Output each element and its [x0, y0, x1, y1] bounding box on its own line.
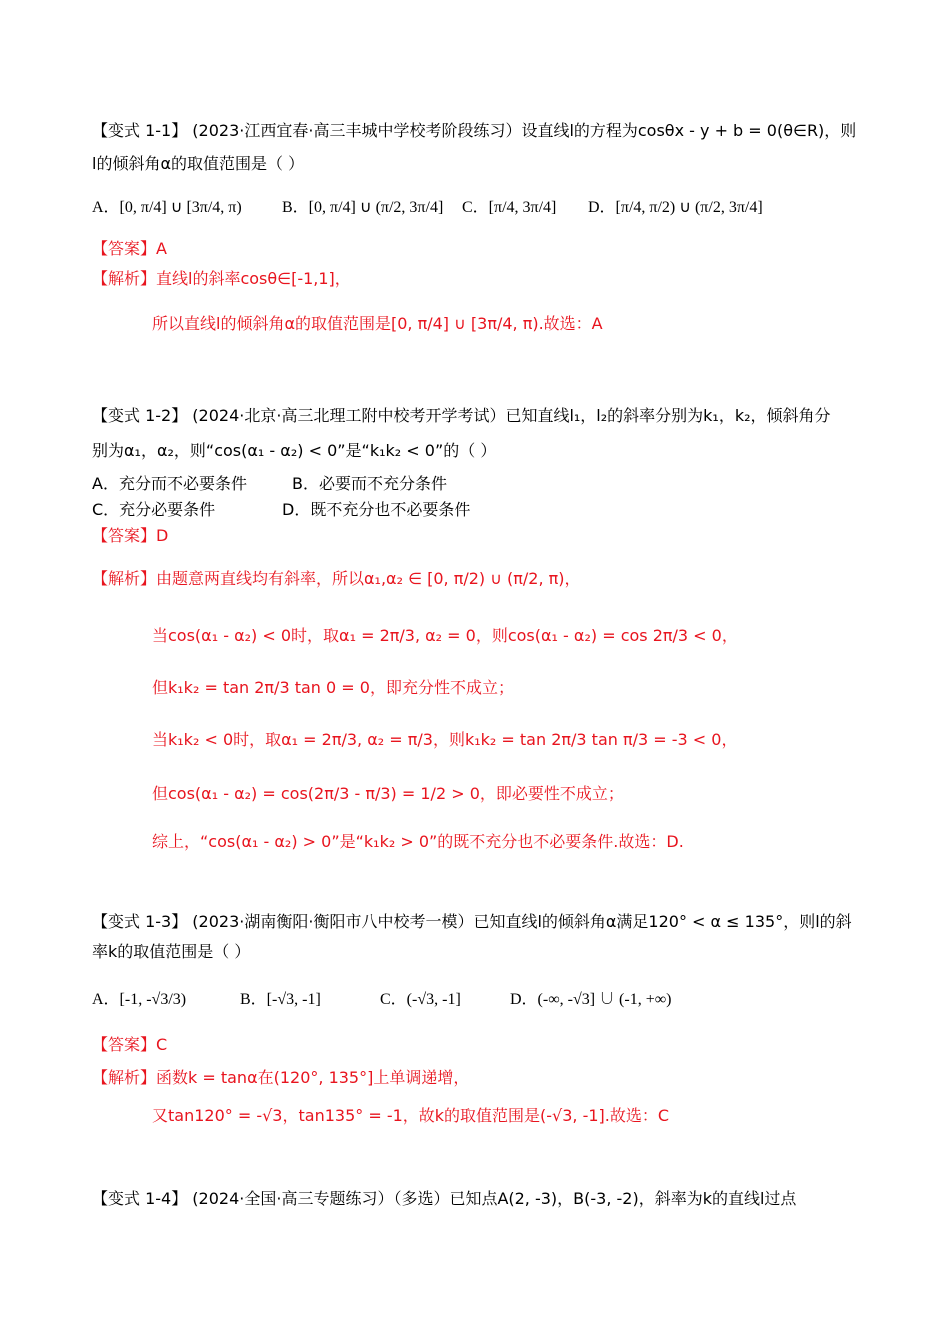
problem-1-3-solution-1: 【解析】函数k = tanα在(120°, 135°]上单调递增， — [92, 1068, 470, 1087]
problem-1-2-answer: 【答案】D — [92, 526, 169, 545]
option-a: A．[0, π/4] ∪ [3π/4, π) — [92, 199, 242, 216]
problem-1-2-solution-3: 但k₁k₂ = tan 2π/3 tan 0 = 0，即充分性不成立； — [152, 678, 514, 697]
option-b: B．[-√3, -1] — [240, 991, 321, 1008]
problem-1-4-line-1: 【变式 1-4】 (2024·全国·高三专题练习）（多选）已知点A(2, -3)，B(-3, -2)，斜率为k的直线l过点 — [92, 1189, 797, 1208]
problem-1-2-solution-5: 但cos(α₁ - α₂) = cos(2π/3 - π/3) = 1/2 > 0，即必要性不成立； — [152, 784, 624, 803]
problem-1-1-solution-2: 所以直线l的倾斜角α的取值范围是[0, π/4] ∪ [3π/4, π).故选：A — [152, 314, 603, 333]
option-d: D．既不充分也不必要条件 — [282, 500, 471, 519]
option-d: D．[π/4, π/2) ∪ (π/2, 3π/4] — [588, 199, 763, 216]
problem-1-2-line-2: 别为α₁，α₂，则“cos(α₁ - α₂) < 0”是“k₁k₂ < 0”的（ ） — [92, 441, 497, 460]
option-b: B．[0, π/4] ∪ (π/2, 3π/4] — [282, 199, 444, 216]
option-b: B．必要而不充分条件 — [292, 474, 447, 493]
problem-1-1-line-1: 【变式 1-1】 (2023·江西宜春·高三丰城中学校考阶段练习）设直线l的方程为cosθx - y + b = 0(θ∈R)，则 — [92, 121, 857, 140]
problem-1-3-options — [92, 988, 860, 1012]
option-c: C．[π/4, 3π/4] — [462, 199, 557, 216]
problem-1-1-line-2: l的倾斜角α的取值范围是（ ） — [92, 154, 305, 173]
problem-1-3-answer: 【答案】C — [92, 1035, 168, 1054]
problem-1-2-solution-1: 【解析】由题意两直线均有斜率，所以α₁,α₂ ∈ [0, π/2) ∪ (π/2, π)， — [92, 569, 581, 588]
problem-1-3-solution-2: 又tan120° = -√3，tan135° = -1，故k的取值范围是(-√3, -1].故选：C — [152, 1106, 670, 1125]
option-c: C．充分必要条件 — [92, 500, 216, 519]
problem-1-2-solution-2: 当cos(α₁ - α₂) < 0时，取α₁ = 2π/3, α₂ = 0，则cos(α₁ - α₂) = cos 2π/3 < 0， — [152, 626, 738, 645]
problem-1-3-line-1: 【变式 1-3】 (2023·湖南衡阳·衡阳市八中校考一模）已知直线l的倾斜角α满足120° < α ≤ 135°，则l的斜 — [92, 912, 852, 931]
option-a: A．[-1, -√3/3) — [92, 991, 187, 1008]
option-d: D．(-∞, -√3] ∪ (-1, +∞) — [510, 991, 672, 1008]
problem-1-1-solution-1: 【解析】直线l的斜率cosθ∈[-1,1]， — [92, 269, 351, 288]
problem-1-2-options-row-2 — [92, 498, 860, 522]
option-c: C．(-√3, -1] — [380, 991, 461, 1008]
problem-1-1-options — [92, 196, 860, 220]
problem-1-3-line-2: 率k的取值范围是（ ） — [92, 942, 251, 961]
problem-1-2-solution-6: 综上，“cos(α₁ - α₂) > 0”是“k₁k₂ > 0”的既不充分也不必要条件.故选：D. — [152, 832, 684, 851]
problem-1-2-options-row-1 — [92, 472, 860, 496]
problem-1-2-solution-4: 当k₁k₂ < 0时，取α₁ = 2π/3, α₂ = π/3，则k₁k₂ = tan 2π/3 tan π/3 = -3 < 0， — [152, 730, 738, 749]
problem-1-2-line-1: 【变式 1-2】 (2024·北京·高三北理工附中校考开学考试）已知直线l₁，l₂的斜率分别为k₁，k₂，倾斜角分 — [92, 406, 831, 425]
problem-1-1-answer: 【答案】A — [92, 239, 167, 258]
option-a: A．充分而不必要条件 — [92, 474, 247, 493]
